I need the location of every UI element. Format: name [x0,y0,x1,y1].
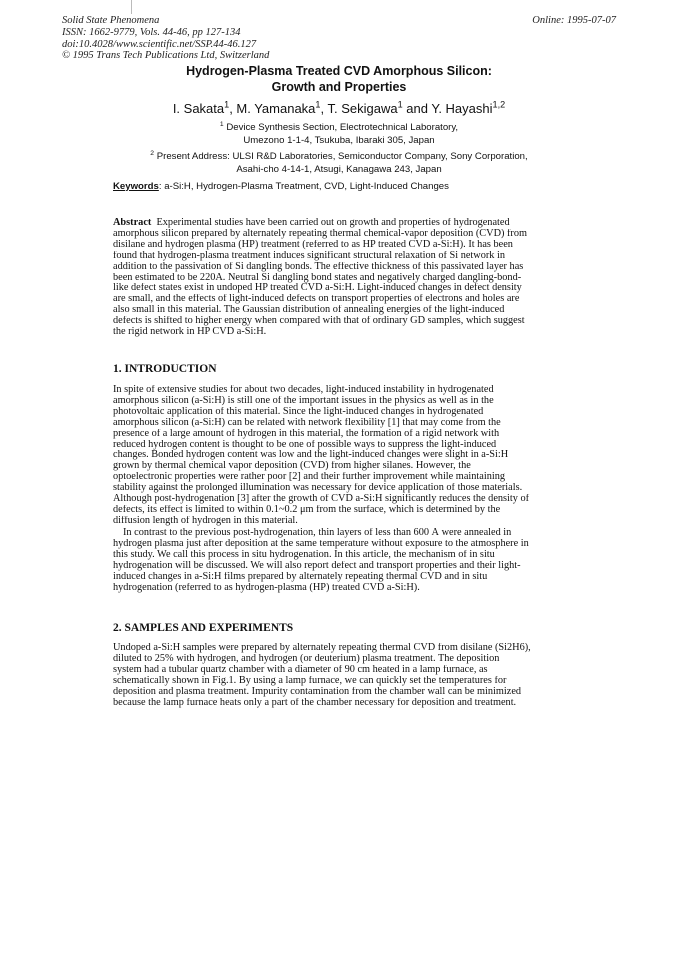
author-3: , T. Sekigawa [320,101,398,116]
abstract-line: Experimental studies have been carried out on growth and properties of hydrogenated [156,218,510,228]
abstract-line: also small in this material. The Gaussian distribution of annealing energies of the light-induced [113,305,505,316]
body-line: this study. We call this process in situ hydrogenation. In this article, the mechanism of in situ [113,549,495,560]
body-line: amorphous silicon (a-Si:H) can be related with network flexibility [1] that may come from the [113,417,501,428]
abstract-line: are small, and the effects of light-induced defects on transport properties of electrons and holes are [113,294,520,305]
keywords [113,181,449,192]
body-line: Although post-hydrogenation [3] after the growth of CVD a-Si:H significantly reduces the density of [113,494,530,505]
body-line: stability against the prolonged illumination was necessary for device application of those materials. [113,483,523,494]
abstract-line: the rigid network in HP CVD a-Si:H. [113,327,267,338]
section-heading-introduction: 1. INTRODUCTION [113,363,217,375]
body-line: reduced hydrogen content is thought to be one of possible ways to suppress the light-induced [113,439,497,450]
body-line: hydrogen plasma just after deposition at the same temperature without exposure to the atmosphere in [113,538,529,549]
affiliation-2-line2: Asahi-cho 4-14-1, Atsugi, Kanagawa 243, Japan [236,164,442,175]
abstract-line: defects is shifted to higher energy when compared with that of ordinary GD samples, which suggest [113,316,525,327]
online-date: Online: 1995-07-07 [532,15,616,26]
body-line: diluted to 25% with hydrogen, and hydrogen (or deuterium) plasma treatment. The deposition [113,653,500,664]
body-line: deposition and plasma treatment. Impurity contamination from the chamber wall can be minimized [113,686,522,697]
abstract-line: been estimated to be 220Å. Neutral Si dangling bond states and negatively charged dangling-bond- [113,272,522,283]
body-line: schematically shown in Fig.1. By using a lamp furnace, we can quickly set the temperatures for [113,675,507,686]
affiliation-1-line1: Device Synthesis Section, Electrotechnical Laboratory, [226,122,459,133]
body-line: diffusion length of hydrogen in this material. [113,515,298,526]
author-2-affil: 1 [315,99,321,110]
author-2: , M. Yamanaka [229,101,316,116]
paper-title-line1: Hydrogen-Plasma Treated CVD Amorphous Silicon: [186,64,492,78]
abstract-line: like defect states exist in undoped HP treated CVD a-Si:H. Light-induced changes in defect density [113,283,522,294]
body-line: In contrast to the previous post-hydrogenation, thin layers of less than 600 Å were annealed in [123,528,512,538]
body-line: In spite of extensive studies for about two decades, light-induced instability in hydrogenated [113,385,494,395]
abstract-line: found that hydrogen-plasma treatment induces significant structural relaxation of Si network in [113,250,506,261]
affiliation-2-line1: Present Address: ULSI R&D Laboratories, Semiconductor Company, Sony Corporation, [156,151,528,162]
author-4: and Y. Hayashi [402,101,493,116]
body-line: presence of a large amount of hydrogen in this material, the formation of a rigid network with [113,428,500,439]
samples-paragraph-1 [113,643,553,708]
body-line: optoelectronic properties were rather poor [2] and their further improvement while maintaining [113,472,505,483]
doi-line[interactable]: doi:10.4028/www.scientific.net/SSP.44-46.127 [62,38,257,50]
introduction-paragraph-2 [113,528,553,593]
author-4-affil: 1,2 [492,99,506,110]
author-list [0,101,678,116]
paper-title-line2: Growth and Properties [271,80,407,94]
author-3-affil: 1 [397,99,403,110]
body-line: hydrogenation (referred to as hydrogen-plasma (HP) treated CVD a-Si:H). [113,582,420,593]
body-line: induced changes in a-Si:H films prepared by alternately repeating thermal CVD and in situ [113,571,488,582]
copyright-line: © 1995 Trans Tech Publications Ltd, Switzerland [62,50,270,62]
abstract-line: amorphous silicon prepared by alternately repeating thermal chemical-vapor deposition (CVD) from [113,228,528,239]
affiliation-1-marker: 1 [219,120,224,128]
affiliation-1-line2: Umezono 1-1-4, Tsukuba, Ibaraki 305, Japan [243,135,435,146]
body-line: changes. Bonded hydrogen content was low and the light-induced changes were slight in a-Si:H [113,450,509,461]
issn-line: ISSN: 1662-9779, Vols. 44-46, pp 127-134 [62,26,241,38]
journal-name: Solid State Phenomena [62,15,160,26]
body-line: amorphous silicon (a-Si:H) is still one of the important issues in the physics as well as in the [113,395,494,406]
keywords-text: : a-Si:H, Hydrogen-Plasma Treatment, CVD, Light-Induced Changes [158,181,449,192]
body-line: system had a tubular quartz chamber with a diameter of 90 cm heated in a lamp furnace, as [113,664,488,675]
body-line: defects, its effect is limited to within 0.1~0.2 μm from the surface, which is determined by the [113,504,501,515]
introduction-paragraph-1 [113,385,553,527]
margin-mark [131,0,132,14]
body-line: photovoltaic application of this material. Since the light-induced changes in hydrogenated [113,406,484,417]
body-line: because the lamp furnace heats only a part of the chamber necessary for deposition and treatment. [113,697,517,708]
section-heading-samples: 2. SAMPLES AND EXPERIMENTS [113,622,294,634]
affiliation-1 [0,121,678,147]
keywords-label: Keywords [113,181,159,192]
abstract [113,218,553,338]
abstract-line: disilane and hydrogen plasma (HP) treatment (referred to as HP treated CVD a-Si:H). It has been [113,239,513,250]
body-line: Undoped a-Si:H samples were prepared by alternately repeating thermal CVD from disilane (Si2H6), [113,643,531,653]
journal-header [62,15,269,62]
abstract-label: Abstract [113,218,152,228]
abstract-line: addition to the passivation of Si dangling bonds. The effective thickness of this passivated layer has [113,261,524,272]
body-line: hydrogenation will be discussed. We will also report defect and transport properties and their light- [113,560,521,571]
author-1: I. Sakata [172,101,225,116]
body-line: grown by thermal chemical vapor deposition (CVD) from higher silanes. However, the [113,461,471,472]
author-1-affil: 1 [224,99,230,110]
affiliation-2-marker: 2 [150,149,155,157]
affiliation-2 [0,150,678,176]
